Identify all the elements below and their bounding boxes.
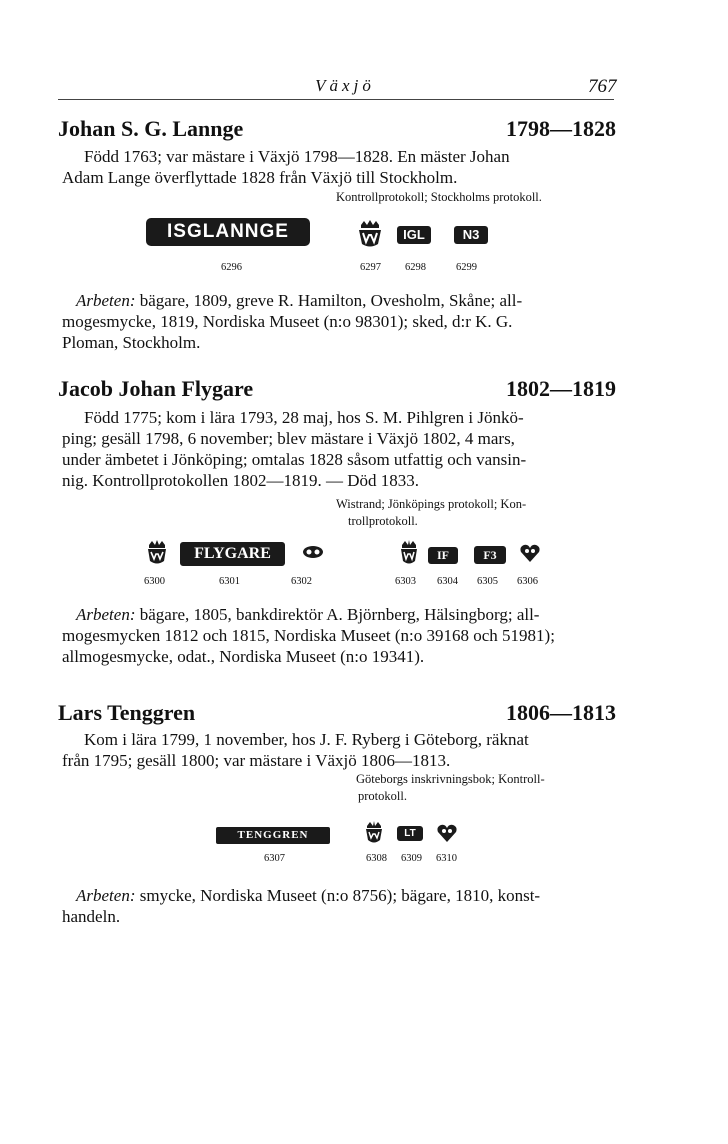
figure-number: 6310 (436, 853, 457, 864)
biography-line: Kom i lära 1799, 1 november, hos J. F. Ryberg i Göteborg, räknat (84, 730, 529, 749)
date-letter-mark-stamp (474, 546, 506, 564)
mark-label: F3 (483, 548, 497, 562)
figure-number: 6303 (395, 576, 416, 587)
entry-biography (62, 146, 616, 188)
mark-label: ISGLANNGE (167, 221, 289, 242)
figure-number: 6299 (456, 262, 477, 273)
entry-sources (336, 189, 542, 206)
figure-number: 6307 (264, 853, 285, 864)
entry-biography (62, 407, 616, 491)
works-label: Arbeten: (76, 605, 136, 624)
figure-number: 6306 (517, 576, 538, 587)
biography-line: Adam Lange överflyttade 1828 från Växjö till Stockholm. (62, 168, 458, 187)
works-line: handeln. (62, 907, 121, 926)
entry-works (62, 604, 616, 667)
biography-line: från 1795; gesäll 1800; var mästare i Växjö 1806—1813. (62, 751, 451, 770)
makers-mark-stamp (216, 827, 330, 844)
crown-w-mark-icon (145, 540, 169, 566)
entry-sources (356, 771, 545, 805)
figure-number: 6305 (477, 576, 498, 587)
heart-mark-icon (436, 823, 458, 843)
mark-label: LT (404, 828, 416, 839)
mark-label: IGL (403, 227, 425, 242)
works-line: mogesmycken 1812 och 1815, Nordiska Museet (n:o 39168 och 51981); (62, 626, 555, 645)
works-line: smycke, Nordiska Museet (n:o 8756); bägare, 1810, konst- (135, 886, 541, 905)
figure-number: 6298 (405, 262, 426, 273)
entry-works (62, 885, 616, 927)
entry-years: 1798—1828 (506, 116, 616, 141)
biography-line: nig. Kontrollprotokollen 1802—1819. — Död 1833. (62, 471, 419, 490)
figure-number: 6308 (366, 853, 387, 864)
works-label: Arbeten: (76, 886, 136, 905)
heart-mark-icon (519, 543, 541, 563)
biography-line: ping; gesäll 1798, 6 november; blev mästare i Växjö 1802, 4 mars, (62, 429, 515, 448)
works-line: Ploman, Stockholm. (62, 333, 201, 352)
entry-sources (336, 496, 526, 530)
biography-line: under ämbetet i Jönköping; omtalas 1828 såsom utfattig och vansin- (62, 450, 527, 469)
biography-line: Född 1763; var mästare i Växjö 1798—1828. En mäster Johan (84, 147, 510, 166)
works-line: allmogesmycke, odat., Nordiska Museet (n:o 19341). (62, 647, 425, 666)
mark-label: TENGGREN (237, 829, 309, 841)
works-line: bägare, 1809, greve R. Hamilton, Ovesholm, Skåne; all- (135, 291, 523, 310)
mark-label: N3 (462, 227, 480, 242)
works-line: mogesmycke, 1819, Nordiska Museet (n:o 98301); sked, d:r K. G. (62, 312, 513, 331)
figure-number: 6296 (221, 262, 242, 273)
figure-number: 6309 (401, 853, 422, 864)
crown-w-mark-icon (355, 219, 385, 249)
trefoil-mark-icon (302, 545, 324, 559)
crown-w-mark-icon (398, 540, 420, 566)
source-line: Göteborgs inskrivningsbok; Kontroll- (356, 772, 545, 786)
header-rule (58, 99, 614, 100)
initials-mark-stamp (428, 547, 458, 564)
works-label: Arbeten: (76, 291, 136, 310)
page-number: 767 (588, 76, 617, 97)
entry-works (62, 290, 616, 353)
works-line: bägare, 1805, bankdirektör A. Björnberg, Hälsingborg; all- (135, 605, 540, 624)
source-line: trollprotokoll. (348, 514, 418, 528)
entry-years: 1802—1819 (506, 376, 616, 401)
entry-name: Johan S. G. Lannge (58, 116, 244, 141)
biography-line: Född 1775; kom i lära 1793, 28 maj, hos S. M. Pihlgren i Jönkö- (84, 408, 524, 427)
figure-number: 6297 (360, 262, 381, 273)
figure-number: 6304 (437, 576, 458, 587)
source-line: Wistrand; Jönköpings protokoll; Kon- (336, 497, 527, 511)
initials-mark-stamp (397, 226, 431, 244)
figure-number: 6302 (291, 576, 312, 587)
makers-mark-stamp (146, 218, 310, 246)
entry-name: Lars Tenggren (58, 700, 196, 725)
crown-w-mark-icon (364, 821, 384, 845)
entry-name: Jacob Johan Flygare (58, 376, 254, 401)
figure-number: 6301 (219, 576, 240, 587)
mark-label: FLYGARE (194, 545, 271, 562)
makers-mark-stamp (180, 542, 285, 566)
mark-label: IF (437, 548, 449, 562)
entry-years: 1806—1813 (506, 700, 616, 725)
figure-number: 6300 (144, 576, 165, 587)
date-letter-mark-stamp (454, 226, 488, 244)
entry-biography (62, 729, 616, 771)
source-line: protokoll. (358, 789, 407, 803)
running-title: Växjö (315, 76, 375, 95)
initials-mark-stamp (397, 826, 423, 841)
source-line: Kontrollprotokoll; Stockholms protokoll. (336, 190, 542, 204)
